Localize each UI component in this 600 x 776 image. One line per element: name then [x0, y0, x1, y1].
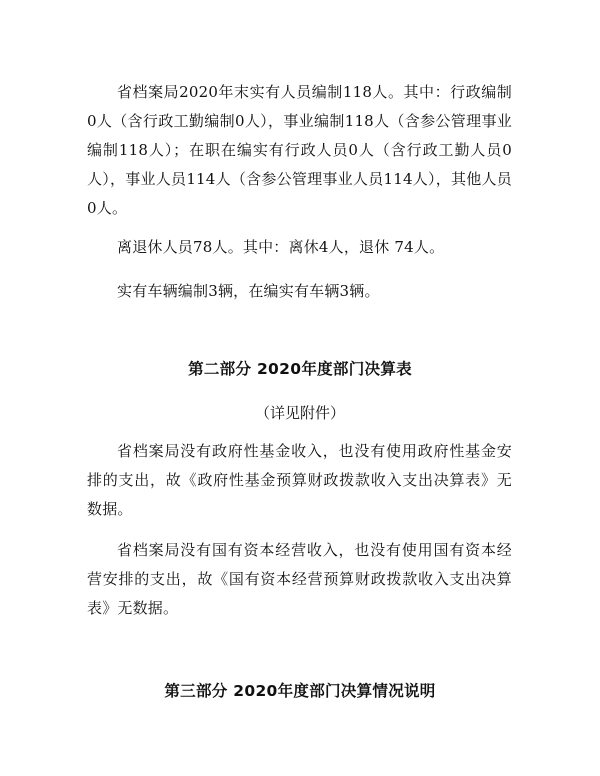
- state-capital-paragraph: 省档案局没有国有资本经营收入，也没有使用国有资本经营安排的支出，故《国有资本经营预算财政拨款收入支出决算表》无数据。: [87, 541, 512, 617]
- government-fund-paragraph: 省档案局没有政府性基金收入，也没有使用政府性基金安排的支出，故《政府性基金预算财政拨款收入支出决算表》无数据。: [87, 442, 512, 518]
- part2-note: （详见附件）: [254, 404, 345, 422]
- part3-heading: 第三部分 2020年度部门决算情况说明: [164, 682, 436, 700]
- part2-heading: 第二部分 2020年度部门决算表: [188, 360, 412, 378]
- vehicles-paragraph: 实有车辆编制3辆，在编实有车辆3辆。: [117, 282, 380, 300]
- staffing-paragraph: 省档案局2020年末实有人员编制118人。其中：行政编制0人（含行政工勤编制0人），事业编制118人（含参公管理事业编制118人）；在职在编实有行政人员0人（含行政工勤人员0人），事业人员114人（含参公管理事业人员114人），其他人员0人。: [87, 83, 512, 217]
- retirees-paragraph: 离退休人员78人。其中：离休4人，退休 74人。: [117, 238, 445, 256]
